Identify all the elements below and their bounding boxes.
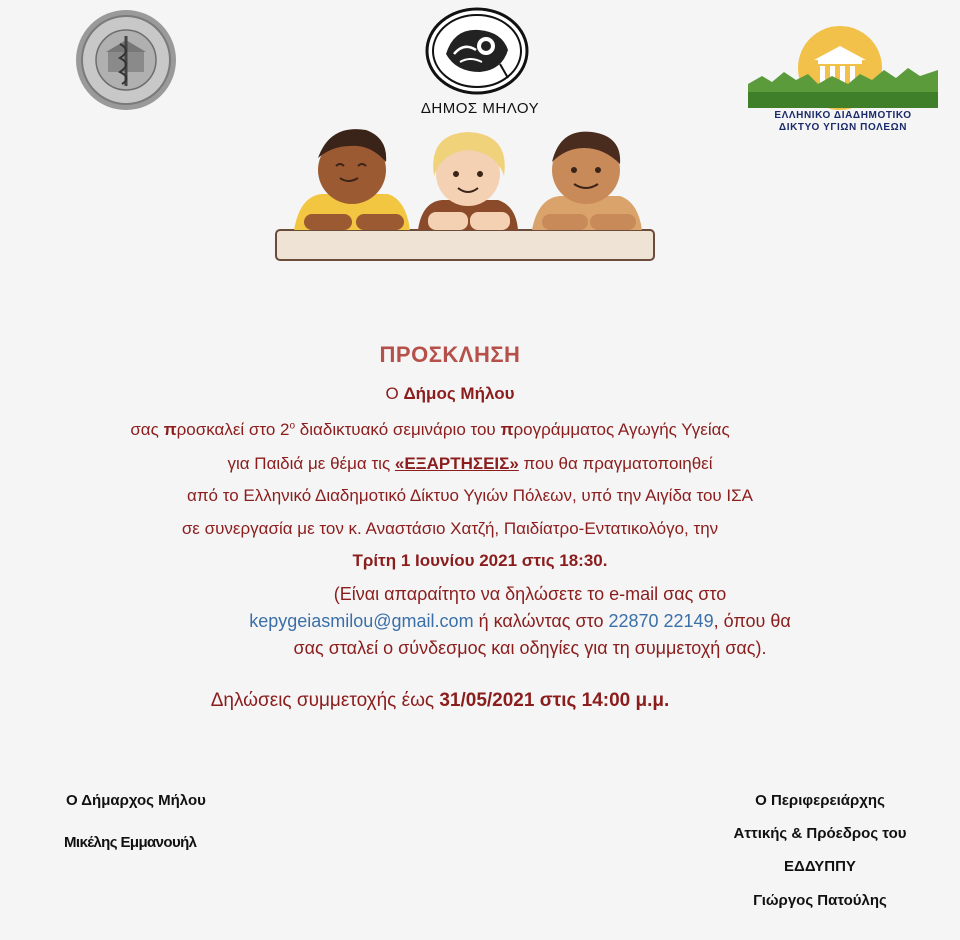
governor-title-3: ΕΔΔΥΠΠΥ xyxy=(784,858,856,875)
line1-part-d: διαδικτυακό σεμινάριο του xyxy=(295,420,501,439)
note2-part-a: ή καλώντας στο xyxy=(473,611,609,631)
network-logo-line-1: ΕΛΛΗΝΙΚΟ ΔΙΑΔΗΜΟΤΙΚΟ xyxy=(774,110,912,121)
mayor-name: Μικέλης Εμμανουήλ xyxy=(64,834,197,851)
governor-title-2: Αττικής & Πρόεδρος του xyxy=(733,825,907,842)
line2-part-a: για Παιδιά με θέμα τις xyxy=(227,454,395,473)
line1-part-c: ροσκαλεί στο 2 xyxy=(176,420,290,439)
registration-deadline xyxy=(0,690,880,712)
line1-part-b: π xyxy=(163,420,177,439)
contact-email[interactable]: kepygeiasmilou@gmail.com xyxy=(249,611,474,631)
host-line xyxy=(0,384,900,404)
contact-phone[interactable]: 22870 22149 xyxy=(608,611,714,631)
host-name: Δήμος Μήλου xyxy=(403,384,515,403)
municipality-name: ΔΗΜΟΣ ΜΗΛΟΥ xyxy=(420,100,540,117)
milos-coin-seal-icon xyxy=(424,6,530,96)
invitation-line-2 xyxy=(0,454,940,474)
line1-part-a: σας xyxy=(130,420,164,439)
invitation-title: ΠΡΟΣΚΛΗΣΗ xyxy=(379,342,521,367)
governor-title-1: Ο Περιφερειάρχης xyxy=(755,792,885,809)
note-line-3: σας σταλεί ο σύνδεσμος και οδηγίες για τη συμμετοχή σας). xyxy=(293,638,767,658)
network-logo-line-2: ΔΙΚΤΥΟ ΥΓΙΩΝ ΠΟΛΕΩΝ xyxy=(778,122,908,133)
network-logo-text xyxy=(750,110,936,134)
children-illustration xyxy=(270,118,660,268)
note2-part-b: , όπου θα xyxy=(713,611,791,631)
note-line-2 xyxy=(0,611,960,632)
invitation-line-4: σε συνεργασία με τον κ. Αναστάσιο Χατζή, Παιδίατρο-Εντατικολόγο, την xyxy=(181,519,719,538)
invitation-line-3: από το Ελληνικό Διαδημοτικό Δίκτυο Υγιών Πόλεων, υπό την Αιγίδα του ΙΣΑ xyxy=(186,486,753,505)
deadline-date: 31/05/2021 στις 14:00 μ.μ. xyxy=(439,690,670,711)
note-line-1: (Είναι απαραίτητο να δηλώσετε το e-mail σας στο xyxy=(333,584,727,604)
governor-name: Γιώργος Πατούλης xyxy=(753,892,887,909)
line1-part-e: π xyxy=(500,420,514,439)
line1-part-f: ρογράμματος Αγωγής Υγείας xyxy=(513,420,730,439)
deadline-part-a: Δηλώσεις συμμετοχής έως xyxy=(210,690,440,711)
seminar-topic: «ΕΞΑΡΤΗΣΕΙΣ» xyxy=(394,454,519,473)
mayor-title: Ο Δήμαρχος Μήλου xyxy=(66,792,206,809)
line2-part-b: που θα πραγματοποιηθεί xyxy=(518,454,713,473)
medical-seal-icon xyxy=(74,8,178,112)
line1-superscript: ο xyxy=(289,420,296,432)
host-prefix: Ο xyxy=(385,384,404,403)
invitation-line-1 xyxy=(0,420,860,440)
event-date: Τρίτη 1 Ιουνίου 2021 στις 18:30. xyxy=(352,551,608,570)
